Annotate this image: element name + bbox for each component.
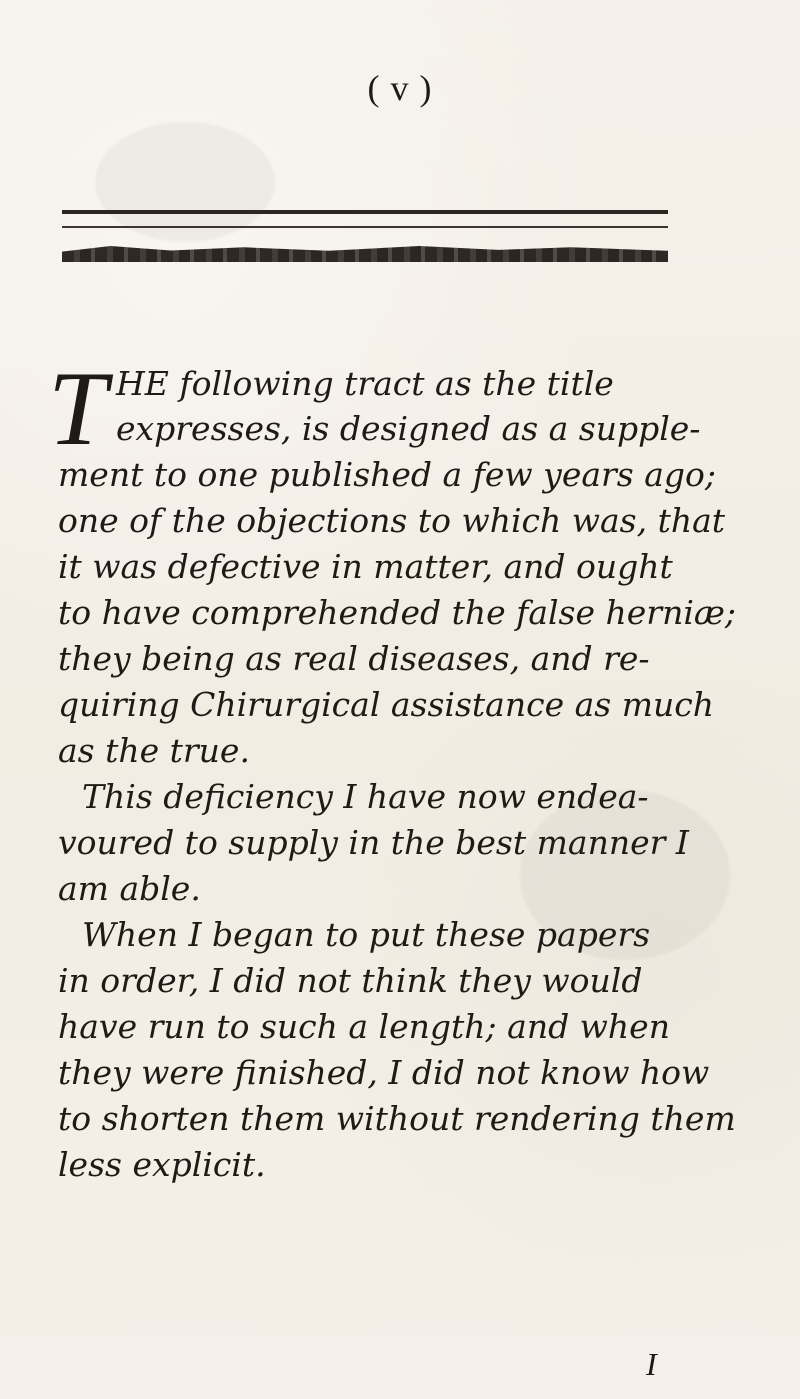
text-line: ment to one published a few years ago; — [58, 455, 717, 494]
rule-top-line — [62, 210, 668, 214]
text-line: as the true. — [58, 731, 250, 770]
text-line: have run to such a length; and when — [58, 1007, 670, 1046]
drop-cap: T — [48, 350, 107, 467]
text-line: they being as real diseases, and re- — [58, 639, 650, 678]
text-line: it was defective in matter, and ought — [58, 547, 673, 586]
text-line: expresses, is designed as a supple- — [116, 409, 701, 448]
text-line: quiring Chirurgical assistance as much — [58, 685, 714, 724]
text-line: less explicit. — [58, 1145, 266, 1184]
text-line: to shorten them without rendering them — [58, 1099, 736, 1138]
rule-bottom-band — [62, 246, 668, 262]
body-text — [58, 452, 737, 1188]
text-line: they were finished, I did not know how — [58, 1053, 710, 1092]
text-line: in order, I did not think they would — [58, 961, 643, 1000]
text-line: to have comprehended the false herniæ; — [58, 593, 737, 632]
text-line: voured to supply in the best manner I — [58, 823, 689, 862]
text-line: HE following tract as the title — [116, 364, 614, 403]
text-line: When I began to put these papers — [82, 915, 651, 954]
text-line: one of the objections to which was, that — [58, 501, 726, 540]
ornamental-rule — [62, 206, 668, 266]
rule-middle-line — [62, 226, 668, 228]
text-line: am able. — [58, 869, 201, 908]
page-number: ( v ) — [367, 68, 433, 108]
catchword: I — [646, 1346, 657, 1382]
text-line: This deficiency I have now endea- — [82, 777, 649, 816]
